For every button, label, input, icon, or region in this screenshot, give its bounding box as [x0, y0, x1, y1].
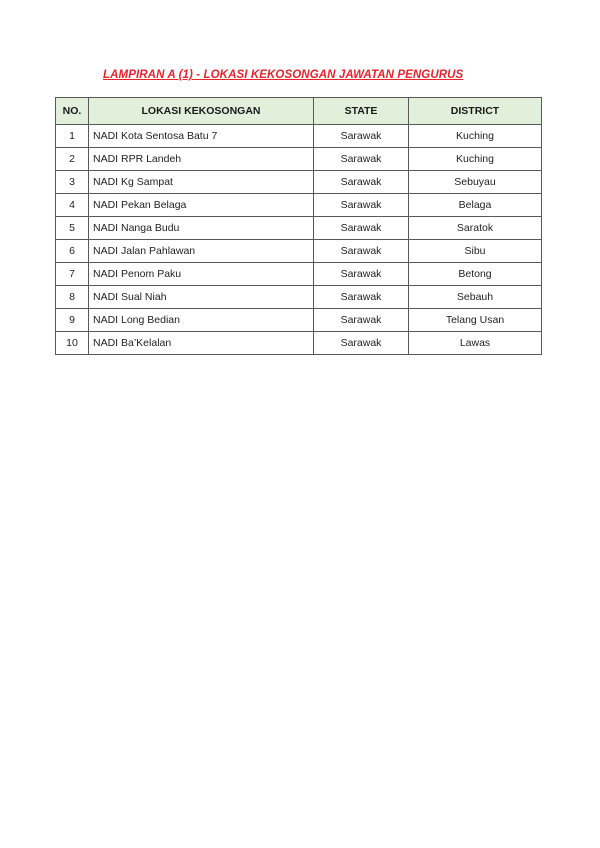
cell-no: 10 [56, 332, 89, 355]
table-header-row [56, 98, 542, 125]
cell-district: Betong [409, 263, 542, 286]
cell-lokasi: NADI Long Bedian [89, 309, 314, 332]
cell-no: 6 [56, 240, 89, 263]
column-header-no: NO. [56, 98, 89, 125]
cell-lokasi: NADI Penom Paku [89, 263, 314, 286]
cell-district: Saratok [409, 217, 542, 240]
cell-lokasi: NADI Jalan Pahlawan [89, 240, 314, 263]
vacancy-table [55, 97, 542, 355]
cell-district: Sibu [409, 240, 542, 263]
cell-lokasi: NADI Kota Sentosa Batu 7 [89, 125, 314, 148]
table-row [56, 148, 542, 171]
table-row [56, 125, 542, 148]
table-row [56, 332, 542, 355]
cell-lokasi: NADI Ba’Kelalan [89, 332, 314, 355]
table-row [56, 309, 542, 332]
column-header-lokasi: LOKASI KEKOSONGAN [89, 98, 314, 125]
table-row [56, 194, 542, 217]
cell-district: Sebuyau [409, 171, 542, 194]
table-row [56, 286, 542, 309]
cell-no: 8 [56, 286, 89, 309]
cell-state: Sarawak [314, 217, 409, 240]
cell-state: Sarawak [314, 240, 409, 263]
cell-no: 9 [56, 309, 89, 332]
cell-no: 3 [56, 171, 89, 194]
cell-state: Sarawak [314, 286, 409, 309]
cell-lokasi: NADI Pekan Belaga [89, 194, 314, 217]
table-row [56, 263, 542, 286]
cell-state: Sarawak [314, 125, 409, 148]
cell-district: Kuching [409, 125, 542, 148]
cell-lokasi: NADI Nanga Budu [89, 217, 314, 240]
table-row [56, 240, 542, 263]
cell-state: Sarawak [314, 332, 409, 355]
cell-district: Lawas [409, 332, 542, 355]
cell-state: Sarawak [314, 263, 409, 286]
cell-state: Sarawak [314, 148, 409, 171]
cell-district: Telang Usan [409, 309, 542, 332]
table-row [56, 217, 542, 240]
cell-no: 1 [56, 125, 89, 148]
cell-no: 2 [56, 148, 89, 171]
cell-district: Sebauh [409, 286, 542, 309]
cell-lokasi: NADI Kg Sampat [89, 171, 314, 194]
cell-no: 4 [56, 194, 89, 217]
cell-lokasi: NADI Sual Niah [89, 286, 314, 309]
cell-lokasi: NADI RPR Landeh [89, 148, 314, 171]
column-header-district: DISTRICT [409, 98, 542, 125]
page-title: LAMPIRAN A (1) - LOKASI KEKOSONGAN JAWATAN PENGURUS [103, 69, 464, 81]
cell-district: Belaga [409, 194, 542, 217]
cell-district: Kuching [409, 148, 542, 171]
cell-state: Sarawak [314, 309, 409, 332]
cell-state: Sarawak [314, 171, 409, 194]
cell-no: 7 [56, 263, 89, 286]
cell-state: Sarawak [314, 194, 409, 217]
column-header-state: STATE [314, 98, 409, 125]
cell-no: 5 [56, 217, 89, 240]
table-row [56, 171, 542, 194]
